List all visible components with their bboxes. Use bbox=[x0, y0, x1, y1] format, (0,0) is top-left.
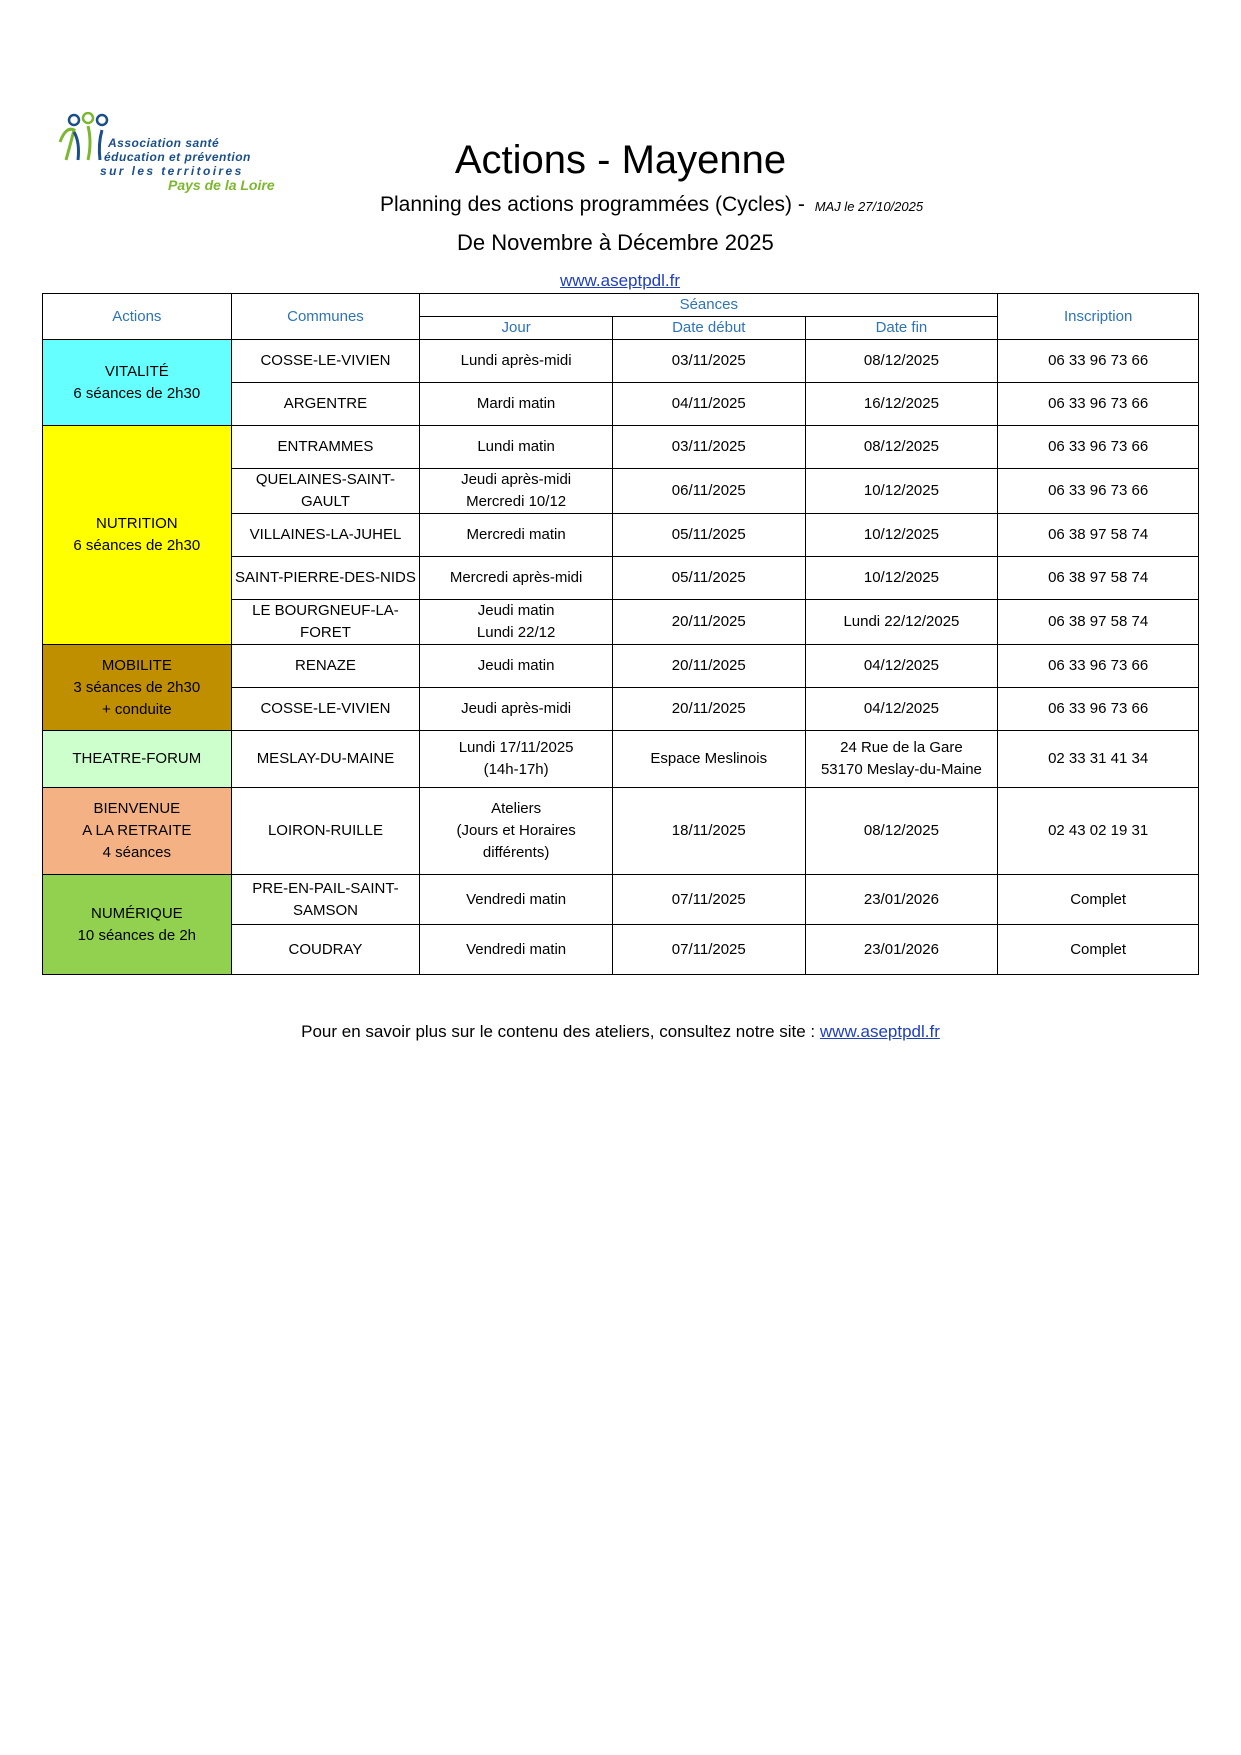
action-line: 3 séances de 2h30 bbox=[73, 678, 201, 696]
inscription-cell: 06 33 96 73 66 bbox=[998, 645, 1199, 688]
date-fin-cell-line: 53170 Meslay-du-Maine bbox=[820, 761, 982, 778]
date-fin-cell bbox=[805, 731, 998, 788]
action-line: NUTRITION bbox=[95, 515, 178, 532]
date-fin-cell-line: 10/12/2025 bbox=[863, 482, 939, 499]
date-debut-cell-line: 18/11/2025 bbox=[671, 822, 746, 839]
date-debut-cell-line: 07/11/2025 bbox=[671, 890, 746, 908]
logo-text: Association santé éducation et prévention sur les territoires Pays de la Loire bbox=[100, 136, 275, 193]
date-debut-cell-line: 05/11/2025 bbox=[671, 569, 746, 586]
commune-cell bbox=[231, 688, 420, 731]
commune-cell-line: ENTRAMMES bbox=[277, 438, 374, 455]
commune-cell-line: COSSE-LE-VIVIEN bbox=[260, 700, 391, 717]
date-debut-cell-line: 07/11/2025 bbox=[671, 940, 746, 958]
date-fin-cell bbox=[805, 875, 998, 925]
jour-cell-line: Lundi après-midi bbox=[460, 352, 572, 369]
jour-cell bbox=[420, 731, 613, 788]
commune-cell-line: SAINT-PIERRE-DES-NIDS bbox=[235, 569, 416, 586]
date-fin-cell-line: 10/12/2025 bbox=[863, 526, 939, 543]
action-line: VITALITÉ bbox=[104, 362, 169, 380]
action-line: NUMÉRIQUE bbox=[90, 904, 183, 922]
date-debut-cell bbox=[612, 383, 805, 426]
inscription-cell: 06 33 96 73 66 bbox=[998, 340, 1199, 383]
date-fin-cell bbox=[805, 925, 998, 975]
commune-cell bbox=[231, 731, 420, 788]
table-row bbox=[43, 731, 1199, 788]
date-debut-cell-line: 20/11/2025 bbox=[671, 613, 746, 630]
header-inscription: Inscription bbox=[998, 294, 1199, 340]
commune-cell-line: FORET bbox=[300, 624, 351, 641]
commune-cell bbox=[231, 925, 420, 975]
table-body bbox=[43, 340, 1199, 975]
date-fin-cell bbox=[805, 383, 998, 426]
jour-cell-line: Mercredi après-midi bbox=[449, 569, 583, 586]
action-cell bbox=[43, 340, 232, 426]
date-debut-cell bbox=[612, 731, 805, 788]
inscription-cell: 02 33 31 41 34 bbox=[998, 731, 1199, 788]
jour-cell bbox=[420, 688, 613, 731]
header-date-debut: Date début bbox=[612, 317, 805, 340]
jour-cell-line: Vendredi matin bbox=[466, 940, 567, 958]
header-actions: Actions bbox=[43, 294, 232, 340]
commune-cell-line: QUELAINES-SAINT-GAULT bbox=[255, 471, 396, 510]
action-line: MOBILITE bbox=[101, 656, 172, 674]
header-seances: Séances bbox=[420, 294, 998, 317]
footer-text: Pour en savoir plus sur le contenu des ateliers, consultez notre site : bbox=[301, 1022, 820, 1041]
date-fin-cell-line: Lundi 22/12/2025 bbox=[843, 613, 960, 630]
commune-cell-line: MESLAY-DU-MAINE bbox=[256, 750, 395, 767]
date-debut-cell bbox=[612, 600, 805, 645]
jour-cell bbox=[420, 383, 613, 426]
action-line: A LA RETRAITE bbox=[82, 822, 192, 839]
commune-cell bbox=[231, 600, 420, 645]
date-fin-cell-line: 23/01/2026 bbox=[863, 890, 939, 908]
action-cell bbox=[43, 875, 232, 975]
commune-cell-line: COUDRAY bbox=[288, 940, 363, 958]
commune-cell-line: PRE-EN-PAIL-SAINT- bbox=[252, 879, 399, 897]
action-line: 6 séances de 2h30 bbox=[73, 537, 201, 554]
page-subtitle bbox=[380, 193, 923, 217]
commune-cell bbox=[231, 469, 420, 514]
date-fin-cell-line: 04/12/2025 bbox=[863, 657, 939, 674]
website-link-top[interactable]: www.aseptpdl.fr bbox=[560, 271, 680, 290]
jour-cell bbox=[420, 340, 613, 383]
date-debut-cell bbox=[612, 469, 805, 514]
jour-cell bbox=[420, 925, 613, 975]
date-fin-cell bbox=[805, 788, 998, 875]
action-line: THEATRE-FORUM bbox=[72, 750, 202, 767]
date-debut-cell bbox=[612, 688, 805, 731]
commune-cell bbox=[231, 788, 420, 875]
header-communes: Communes bbox=[231, 294, 420, 340]
jour-cell-line: Lundi 17/11/2025 bbox=[458, 739, 574, 756]
planning-table bbox=[42, 293, 1199, 975]
date-fin-cell-line: 24 Rue de la Gare bbox=[840, 739, 963, 756]
commune-cell bbox=[231, 645, 420, 688]
date-fin-cell-line: 16/12/2025 bbox=[863, 395, 939, 412]
action-line: 6 séances de 2h30 bbox=[73, 384, 201, 402]
commune-cell-line: COSSE-LE-VIVIEN bbox=[260, 352, 391, 369]
jour-cell bbox=[420, 426, 613, 469]
action-line: BIENVENUE bbox=[93, 800, 181, 817]
jour-cell-line: (14h-17h) bbox=[483, 761, 549, 778]
date-debut-cell bbox=[612, 925, 805, 975]
commune-cell bbox=[231, 557, 420, 600]
action-line: + conduite bbox=[102, 700, 172, 718]
commune-cell bbox=[231, 514, 420, 557]
date-debut-cell-line: 06/11/2025 bbox=[671, 482, 746, 499]
action-cell bbox=[43, 426, 232, 645]
jour-cell bbox=[420, 645, 613, 688]
jour-cell bbox=[420, 600, 613, 645]
date-debut-cell bbox=[612, 514, 805, 557]
footer bbox=[0, 1022, 1241, 1042]
inscription-cell: 06 33 96 73 66 bbox=[998, 383, 1199, 426]
action-line: 10 séances de 2h bbox=[77, 926, 197, 944]
date-debut-cell bbox=[612, 426, 805, 469]
date-debut-cell-line: 05/11/2025 bbox=[671, 526, 746, 543]
header-jour: Jour bbox=[420, 317, 613, 340]
date-debut-cell bbox=[612, 788, 805, 875]
date-debut-cell-line: 20/11/2025 bbox=[671, 700, 746, 717]
page-title: Actions - Mayenne bbox=[454, 138, 787, 182]
date-fin-cell-line: 23/01/2026 bbox=[863, 940, 939, 958]
update-date: MAJ le 27/10/2025 bbox=[814, 199, 924, 214]
action-cell bbox=[43, 645, 232, 731]
inscription-cell: 06 38 97 58 74 bbox=[998, 557, 1199, 600]
date-debut-cell bbox=[612, 340, 805, 383]
date-fin-cell bbox=[805, 514, 998, 557]
inscription-cell: Complet bbox=[998, 875, 1199, 925]
jour-cell-line: Jeudi matin bbox=[477, 657, 555, 674]
inscription-cell: 06 38 97 58 74 bbox=[998, 600, 1199, 645]
period-label: De Novembre à Décembre 2025 bbox=[457, 230, 774, 255]
date-debut-cell bbox=[612, 645, 805, 688]
header-date-fin: Date fin bbox=[805, 317, 998, 340]
inscription-cell: 06 33 96 73 66 bbox=[998, 426, 1199, 469]
table-row bbox=[43, 340, 1199, 383]
table-row bbox=[43, 645, 1199, 688]
date-debut-cell-line: 03/11/2025 bbox=[671, 352, 746, 369]
jour-cell bbox=[420, 875, 613, 925]
commune-cell bbox=[231, 426, 420, 469]
date-fin-cell bbox=[805, 600, 998, 645]
date-fin-cell bbox=[805, 426, 998, 469]
subtitle-text: Planning des actions programmées (Cycles) - bbox=[380, 193, 805, 216]
commune-cell-line: LE BOURGNEUF-LA- bbox=[252, 602, 399, 619]
website-link-footer[interactable]: www.aseptpdl.fr bbox=[819, 1022, 940, 1041]
jour-cell-line: (Jours et Horaires bbox=[456, 822, 576, 839]
commune-cell-line: ARGENTRE bbox=[283, 395, 368, 412]
date-debut-cell-line: 20/11/2025 bbox=[671, 657, 746, 674]
date-debut-cell-line: 03/11/2025 bbox=[671, 438, 746, 455]
table-row bbox=[43, 426, 1199, 469]
jour-cell-line: Mercredi 10/12 bbox=[466, 493, 567, 510]
jour-cell bbox=[420, 788, 613, 875]
commune-cell bbox=[231, 383, 420, 426]
inscription-cell: 06 38 97 58 74 bbox=[998, 514, 1199, 557]
commune-cell-line: VILLAINES-LA-JUHEL bbox=[249, 526, 402, 543]
jour-cell-line: Jeudi après-midi bbox=[461, 700, 572, 717]
date-debut-cell bbox=[612, 875, 805, 925]
jour-cell-line: Ateliers bbox=[491, 800, 542, 817]
date-debut-cell bbox=[612, 557, 805, 600]
jour-cell-line: différents) bbox=[482, 844, 550, 861]
jour-cell bbox=[420, 469, 613, 514]
date-fin-cell-line: 04/12/2025 bbox=[863, 700, 939, 717]
commune-cell-line: LOIRON-RUILLE bbox=[267, 822, 383, 839]
jour-cell bbox=[420, 514, 613, 557]
date-fin-cell-line: 08/12/2025 bbox=[863, 822, 939, 839]
date-fin-cell bbox=[805, 688, 998, 731]
commune-cell-line: RENAZE bbox=[295, 657, 356, 674]
jour-cell bbox=[420, 557, 613, 600]
jour-cell-line: Vendredi matin bbox=[466, 890, 567, 908]
inscription-cell: 06 33 96 73 66 bbox=[998, 688, 1199, 731]
commune-cell bbox=[231, 340, 420, 383]
jour-cell-line: Jeudi matin bbox=[477, 602, 555, 619]
jour-cell-line: Mardi matin bbox=[476, 395, 556, 412]
date-fin-cell-line: 10/12/2025 bbox=[863, 569, 939, 586]
date-debut-cell-line: Espace Meslinois bbox=[650, 750, 768, 767]
action-line: 4 séances bbox=[102, 844, 172, 861]
date-fin-cell bbox=[805, 469, 998, 514]
inscription-cell: 06 33 96 73 66 bbox=[998, 469, 1199, 514]
table-row bbox=[43, 788, 1199, 875]
date-fin-cell bbox=[805, 340, 998, 383]
commune-cell bbox=[231, 875, 420, 925]
jour-cell-line: Lundi 22/12 bbox=[476, 624, 556, 641]
table-row bbox=[43, 875, 1199, 925]
action-cell bbox=[43, 788, 232, 875]
commune-cell-line: SAMSON bbox=[292, 901, 358, 919]
date-debut-cell-line: 04/11/2025 bbox=[671, 395, 746, 412]
jour-cell-line: Mercredi matin bbox=[466, 526, 566, 543]
date-fin-cell bbox=[805, 557, 998, 600]
inscription-cell: 02 43 02 19 31 bbox=[998, 788, 1199, 875]
jour-cell-line: Lundi matin bbox=[477, 438, 555, 455]
action-cell bbox=[43, 731, 232, 788]
jour-cell-line: Jeudi après-midi bbox=[461, 471, 572, 488]
date-fin-cell-line: 08/12/2025 bbox=[863, 352, 939, 369]
inscription-cell: Complet bbox=[998, 925, 1199, 975]
date-fin-cell bbox=[805, 645, 998, 688]
date-fin-cell-line: 08/12/2025 bbox=[863, 438, 939, 455]
